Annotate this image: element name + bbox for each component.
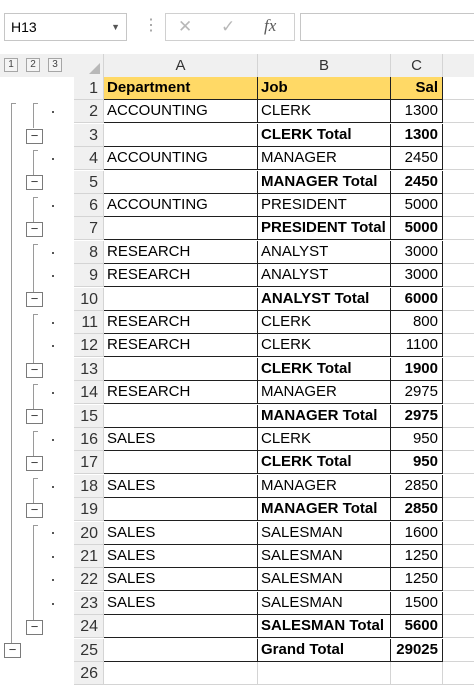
outline-level-1-button[interactable]: 1 <box>4 58 18 72</box>
table-row <box>74 241 474 264</box>
outline-summary-dot <box>52 369 54 371</box>
outline-summary-dot <box>52 181 54 183</box>
table-row <box>74 288 474 311</box>
table-row <box>74 592 474 615</box>
outline-summary-dot <box>52 626 54 628</box>
salary-cell[interactable]: 1100 <box>391 334 443 357</box>
department-cell[interactable]: RESEARCH <box>104 241 258 264</box>
outline-bracket-line <box>11 103 12 643</box>
empty-cell[interactable] <box>443 77 474 100</box>
outline-summary-dot <box>52 228 54 230</box>
outline-group-line <box>33 197 38 198</box>
outline-detail-dot <box>52 345 54 347</box>
outline-detail-dot <box>52 205 54 207</box>
outline-level-2-button[interactable]: 2 <box>26 58 40 72</box>
job-cell[interactable]: ANALYST <box>258 264 391 287</box>
column-header-a[interactable]: A <box>104 54 258 77</box>
salary-cell[interactable]: 800 <box>391 311 443 334</box>
department-cell[interactable] <box>104 358 258 381</box>
salary-cell[interactable]: 3000 <box>391 241 443 264</box>
job-cell[interactable]: MANAGER Total <box>258 498 391 521</box>
job-cell[interactable]: MANAGER Total <box>258 171 391 194</box>
job-cell[interactable]: SALESMAN <box>258 568 391 591</box>
empty-cell[interactable] <box>443 241 474 264</box>
outline-summary-dot <box>52 135 54 137</box>
job-cell[interactable]: CLERK <box>258 311 391 334</box>
table-row <box>74 545 474 568</box>
table-row <box>74 171 474 194</box>
select-all-triangle-icon <box>89 63 100 74</box>
department-cell[interactable]: RESEARCH <box>104 381 258 404</box>
job-cell[interactable]: CLERK Total <box>258 451 391 474</box>
outline-detail-dot <box>52 322 54 324</box>
empty-cell[interactable] <box>443 662 474 685</box>
header-row <box>74 77 474 100</box>
outline-level-3-button[interactable]: 3 <box>48 58 62 72</box>
outline-group-line <box>33 384 38 385</box>
row-number[interactable]: 21 <box>74 545 104 568</box>
name-box-value: H13 <box>11 19 37 35</box>
collapse-group-button[interactable]: − <box>26 222 43 237</box>
outline-group-line <box>33 314 34 363</box>
row-number[interactable]: 24 <box>74 615 104 638</box>
outline-group-line <box>33 431 34 456</box>
collapse-group-button[interactable]: − <box>26 503 43 518</box>
row-number[interactable]: 20 <box>74 522 104 545</box>
empty-cell[interactable] <box>443 475 474 498</box>
empty-cell[interactable] <box>443 311 474 334</box>
empty-cell[interactable] <box>443 264 474 287</box>
empty-cell[interactable] <box>443 615 474 638</box>
row-number[interactable]: 19 <box>74 498 104 521</box>
salary-cell[interactable]: 3000 <box>391 264 443 287</box>
row-number[interactable]: 10 <box>74 288 104 311</box>
salary-cell[interactable]: 5000 <box>391 217 443 240</box>
empty-cell[interactable] <box>443 381 474 404</box>
outline-group-line <box>33 197 34 222</box>
department-cell[interactable]: ACCOUNTING <box>104 100 258 123</box>
outline-gutter <box>0 77 74 686</box>
outline-group-line <box>33 150 38 151</box>
outline-bracket-line <box>11 103 16 104</box>
row-number[interactable]: 3 <box>74 124 104 147</box>
salary-cell[interactable]: 2450 <box>391 147 443 170</box>
table-row <box>74 662 474 685</box>
department-header-cell[interactable]: Department <box>104 77 258 100</box>
job-cell[interactable] <box>258 662 391 685</box>
empty-cell[interactable] <box>443 592 474 615</box>
job-cell[interactable]: Grand Total <box>258 639 391 662</box>
outline-group-line <box>33 384 34 409</box>
outline-summary-dot <box>52 462 54 464</box>
collapse-group-button[interactable]: − <box>26 129 43 144</box>
row-number[interactable]: 8 <box>74 241 104 264</box>
job-cell[interactable]: SALESMAN <box>258 545 391 568</box>
department-cell[interactable] <box>104 662 258 685</box>
salary-header-cell[interactable]: Sal <box>391 77 443 100</box>
collapse-group-button[interactable]: − <box>26 456 43 471</box>
row-number[interactable]: 6 <box>74 194 104 217</box>
salary-cell[interactable]: 1600 <box>391 522 443 545</box>
salary-cell[interactable]: 1500 <box>391 592 443 615</box>
department-cell[interactable]: SALES <box>104 522 258 545</box>
collapse-group-button[interactable]: − <box>26 363 43 378</box>
job-cell[interactable]: MANAGER <box>258 475 391 498</box>
salary-cell[interactable]: 29025 <box>391 639 443 662</box>
row-number[interactable]: 12 <box>74 334 104 357</box>
table-row <box>74 428 474 451</box>
outline-group-line <box>33 314 38 315</box>
salary-cell[interactable]: 2450 <box>391 171 443 194</box>
job-header-cell[interactable]: Job <box>258 77 391 100</box>
department-cell[interactable] <box>104 171 258 194</box>
empty-cell[interactable] <box>443 171 474 194</box>
row-number[interactable]: 13 <box>74 358 104 381</box>
row-number[interactable]: 11 <box>74 311 104 334</box>
table-row <box>74 522 474 545</box>
job-cell[interactable]: PRESIDENT Total <box>258 217 391 240</box>
outline-group-line <box>33 478 34 503</box>
salary-cell[interactable]: 5000 <box>391 194 443 217</box>
department-cell[interactable]: SALES <box>104 545 258 568</box>
department-cell[interactable]: ACCOUNTING <box>104 194 258 217</box>
outline-detail-dot <box>52 603 54 605</box>
row-number[interactable]: 7 <box>74 217 104 240</box>
salary-cell[interactable]: 6000 <box>391 288 443 311</box>
collapse-group-button[interactable]: − <box>26 292 43 307</box>
empty-cell[interactable] <box>443 568 474 591</box>
outline-detail-dot <box>52 252 54 254</box>
job-cell[interactable]: CLERK Total <box>258 358 391 381</box>
department-cell[interactable]: SALES <box>104 475 258 498</box>
outline-detail-dot <box>52 439 54 441</box>
row-number[interactable]: 16 <box>74 428 104 451</box>
column-header-c[interactable]: C <box>391 54 443 77</box>
outline-group-line <box>33 525 38 526</box>
job-cell[interactable]: MANAGER <box>258 147 391 170</box>
department-cell[interactable]: ACCOUNTING <box>104 147 258 170</box>
department-cell[interactable] <box>104 124 258 147</box>
table-row <box>74 498 474 521</box>
salary-cell[interactable]: 950 <box>391 451 443 474</box>
select-all-button[interactable] <box>74 54 104 77</box>
job-cell[interactable]: MANAGER <box>258 381 391 404</box>
job-cell[interactable]: SALESMAN <box>258 592 391 615</box>
salary-cell[interactable]: 1300 <box>391 100 443 123</box>
salary-cell[interactable]: 1900 <box>391 358 443 381</box>
salary-cell[interactable]: 5600 <box>391 615 443 638</box>
department-cell[interactable] <box>104 498 258 521</box>
empty-cell[interactable] <box>443 100 474 123</box>
cancel-icon[interactable]: ✕ <box>178 17 193 36</box>
table-row <box>74 475 474 498</box>
table-row <box>74 334 474 357</box>
department-cell[interactable] <box>104 615 258 638</box>
outline-group-line <box>33 431 38 432</box>
column-header-d[interactable] <box>443 54 474 77</box>
empty-cell[interactable] <box>443 288 474 311</box>
empty-cell[interactable] <box>443 124 474 147</box>
outline-detail-dot <box>52 532 54 534</box>
job-cell[interactable]: ANALYST Total <box>258 288 391 311</box>
outline-group-line <box>33 150 34 175</box>
table-row <box>74 639 474 662</box>
insert-function-button[interactable]: fx <box>264 16 277 35</box>
department-cell[interactable]: SALES <box>104 568 258 591</box>
outline-group-line <box>33 103 34 128</box>
drag-handle-icon[interactable]: ⋮ <box>143 17 159 34</box>
salary-cell[interactable]: 1300 <box>391 124 443 147</box>
department-cell[interactable]: RESEARCH <box>104 334 258 357</box>
salary-cell[interactable]: 2850 <box>391 475 443 498</box>
empty-cell[interactable] <box>443 194 474 217</box>
empty-cell[interactable] <box>443 358 474 381</box>
row-number[interactable]: 23 <box>74 592 104 615</box>
row-number[interactable]: 15 <box>74 405 104 428</box>
outline-detail-dot <box>52 158 54 160</box>
chevron-down-icon[interactable]: ▼ <box>111 22 120 32</box>
row-number[interactable]: 4 <box>74 147 104 170</box>
empty-cell[interactable] <box>443 545 474 568</box>
empty-cell[interactable] <box>443 334 474 357</box>
row-number[interactable]: 22 <box>74 568 104 591</box>
empty-cell[interactable] <box>443 639 474 662</box>
formula-buttons <box>165 13 295 41</box>
row-number[interactable]: 25 <box>74 639 104 662</box>
department-cell[interactable]: SALES <box>104 428 258 451</box>
empty-cell[interactable] <box>443 147 474 170</box>
name-box[interactable] <box>4 13 127 41</box>
table-row <box>74 264 474 287</box>
department-cell[interactable]: RESEARCH <box>104 311 258 334</box>
row-number[interactable]: 1 <box>74 77 104 100</box>
table-row <box>74 405 474 428</box>
job-cell[interactable]: CLERK Total <box>258 124 391 147</box>
job-cell[interactable]: CLERK <box>258 334 391 357</box>
formula-bar <box>0 0 474 52</box>
row-number[interactable]: 5 <box>74 171 104 194</box>
outline-summary-dot <box>52 298 54 300</box>
table-row <box>74 100 474 123</box>
row-number[interactable]: 14 <box>74 381 104 404</box>
job-cell[interactable]: SALESMAN Total <box>258 615 391 638</box>
empty-cell[interactable] <box>443 451 474 474</box>
empty-cell[interactable] <box>443 428 474 451</box>
job-cell[interactable]: PRESIDENT <box>258 194 391 217</box>
outline-detail-dot <box>52 275 54 277</box>
collapse-all-button[interactable]: − <box>4 643 21 658</box>
salary-cell[interactable]: 2975 <box>391 381 443 404</box>
outline-detail-dot <box>52 392 54 394</box>
department-cell[interactable] <box>104 451 258 474</box>
outline-group-line <box>33 244 38 245</box>
table-row <box>74 358 474 381</box>
salary-cell[interactable]: 1250 <box>391 545 443 568</box>
job-cell[interactable]: CLERK <box>258 428 391 451</box>
salary-cell[interactable]: 1250 <box>391 568 443 591</box>
collapse-group-button[interactable]: − <box>26 620 43 635</box>
formula-input[interactable] <box>300 13 474 41</box>
outline-group-line <box>33 478 38 479</box>
job-cell[interactable]: MANAGER Total <box>258 405 391 428</box>
salary-cell[interactable] <box>391 662 443 685</box>
table-row <box>74 217 474 240</box>
outline-group-line <box>33 244 34 293</box>
row-number[interactable]: 17 <box>74 451 104 474</box>
row-number[interactable]: 18 <box>74 475 104 498</box>
outline-detail-dot <box>52 579 54 581</box>
checkmark-icon[interactable]: ✓ <box>221 17 236 36</box>
outline-group-line <box>33 525 34 620</box>
job-cell[interactable]: CLERK <box>258 100 391 123</box>
row-number[interactable]: 26 <box>74 662 104 685</box>
department-cell[interactable] <box>104 405 258 428</box>
outline-detail-dot <box>52 486 54 488</box>
empty-cell[interactable] <box>443 522 474 545</box>
job-cell[interactable]: ANALYST <box>258 241 391 264</box>
department-cell[interactable] <box>104 639 258 662</box>
table-row <box>74 311 474 334</box>
outline-detail-dot <box>52 111 54 113</box>
collapse-group-button[interactable]: − <box>26 409 43 424</box>
table-row <box>74 451 474 474</box>
table-row <box>74 381 474 404</box>
salary-cell[interactable]: 2850 <box>391 498 443 521</box>
salary-cell[interactable]: 2975 <box>391 405 443 428</box>
outline-summary-dot <box>52 509 54 511</box>
outline-summary-dot <box>52 415 54 417</box>
department-cell[interactable] <box>104 288 258 311</box>
job-cell[interactable]: SALESMAN <box>258 522 391 545</box>
empty-cell[interactable] <box>443 405 474 428</box>
salary-cell[interactable]: 950 <box>391 428 443 451</box>
department-cell[interactable]: SALES <box>104 592 258 615</box>
table-row <box>74 568 474 591</box>
column-header-b[interactable]: B <box>258 54 391 77</box>
row-number[interactable]: 9 <box>74 264 104 287</box>
empty-cell[interactable] <box>443 217 474 240</box>
outline-group-line <box>33 103 38 104</box>
table-row <box>74 615 474 638</box>
empty-cell[interactable] <box>443 498 474 521</box>
row-number[interactable]: 2 <box>74 100 104 123</box>
department-cell[interactable] <box>104 217 258 240</box>
outline-detail-dot <box>52 556 54 558</box>
table-row <box>74 147 474 170</box>
table-row <box>74 124 474 147</box>
collapse-group-button[interactable]: − <box>26 175 43 190</box>
table-row <box>74 194 474 217</box>
department-cell[interactable]: RESEARCH <box>104 264 258 287</box>
